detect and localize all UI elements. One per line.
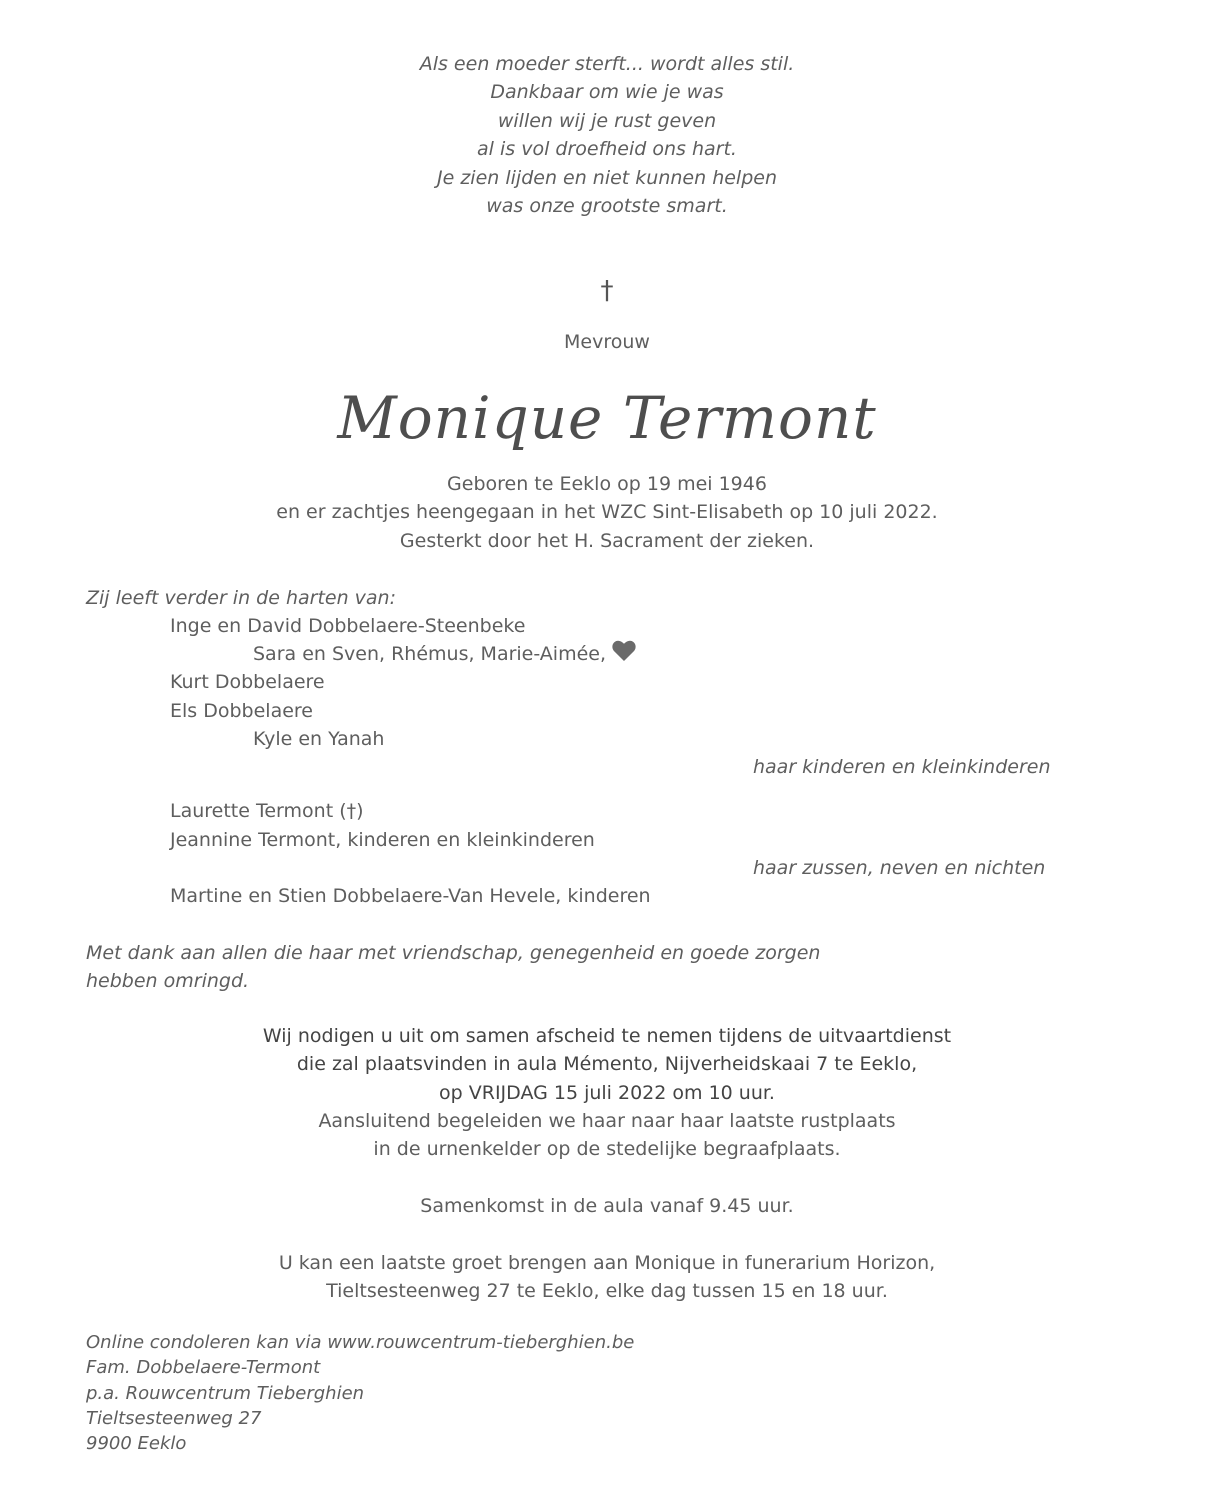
- footer-line: 9900 Eeklo: [86, 1433, 187, 1455]
- thanks-line: Met dank aan allen die haar met vriendschap, genegenheid en goede zorgen: [86, 942, 821, 964]
- funeral-invitation: [0, 1022, 1214, 1163]
- life-details: [0, 470, 1214, 555]
- visitation-line: U kan een laatste groet brengen aan Monique in funerarium Horizon,: [278, 1252, 936, 1274]
- honorific: Mevrouw: [564, 331, 650, 353]
- poem-line: Je zien lijden en niet kunnen helpen: [437, 166, 777, 189]
- footer-line: Fam. Dobbelaere-Termont: [86, 1357, 321, 1379]
- contact-footer: [86, 1330, 634, 1456]
- family-member: Laurette Termont (†): [170, 800, 364, 822]
- family-member: Martine en Stien Dobbelaere-Van Hevele, kinderen: [170, 885, 651, 907]
- footer-line: p.a. Rouwcentrum Tieberghien: [86, 1382, 365, 1404]
- sacrament-line: Gesterkt door het H. Sacrament der zieken.: [399, 529, 815, 552]
- grandchildren-line: [253, 640, 636, 670]
- survivors-intro: Zij leeft verder in de harten van:: [86, 587, 396, 609]
- thanks-line: hebben omringd.: [86, 970, 250, 992]
- deceased-name: Monique Termont: [337, 384, 877, 452]
- poem: [0, 50, 1214, 220]
- cross-icon: †: [600, 276, 614, 306]
- death-line: en er zachtjes heengegaan in het WZC Sint-Elisabeth op 10 juli 2022.: [276, 501, 938, 524]
- heart-icon: [612, 640, 636, 670]
- relation-caption: haar kinderen en kleinkinderen: [753, 756, 1051, 778]
- birth-line: Geboren te Eeklo op 19 mei 1946: [447, 473, 767, 495]
- poem-line: willen wij je rust geven: [497, 109, 717, 132]
- invitation-line: die zal plaatsvinden in aula Mémento, Nijverheidskaai 7 te Eeklo,: [296, 1053, 918, 1076]
- poem-line: Als een moeder sterft... wordt alles stil.: [419, 53, 795, 75]
- visitation-info: [0, 1249, 1214, 1306]
- invitation-line: in de urnenkelder op de stedelijke begraafplaats.: [373, 1138, 841, 1161]
- family-member: Kyle en Yanah: [253, 728, 385, 750]
- family-member: Els Dobbelaere: [170, 700, 313, 722]
- invitation-line: Aansluitend begeleiden we haar naar haar laatste rustplaats: [318, 1109, 896, 1132]
- invitation-line: op VRIJDAG 15 juli 2022 om 10 uur.: [439, 1081, 775, 1104]
- gathering-info: Samenkomst in de aula vanaf 9.45 uur.: [420, 1195, 794, 1217]
- family-member: Inge en David Dobbelaere-Steenbeke: [170, 615, 526, 637]
- invitation-line: Wij nodigen u uit om samen afscheid te nemen tijdens de uitvaartdienst: [262, 1025, 952, 1047]
- condolence-link-line: Online condoleren kan via www.rouwcentrum-tieberghien.be: [86, 1332, 635, 1353]
- visitation-line: Tieltsesteenweg 27 te Eeklo, elke dag tussen 15 en 18 uur.: [326, 1280, 888, 1303]
- poem-line: was onze grootste smart.: [486, 195, 728, 218]
- family-member: Kurt Dobbelaere: [170, 671, 325, 693]
- family-member: Jeannine Termont, kinderen en kleinkinderen: [170, 829, 595, 851]
- footer-line: Tieltsesteenweg 27: [86, 1407, 262, 1429]
- poem-line: Dankbaar om wie je was: [490, 81, 724, 104]
- family-member: Sara en Sven, Rhémus, Marie-Aimée,: [253, 643, 607, 665]
- poem-line: al is vol droefheid ons hart.: [477, 138, 737, 161]
- relation-caption: haar zussen, neven en nichten: [753, 857, 1046, 879]
